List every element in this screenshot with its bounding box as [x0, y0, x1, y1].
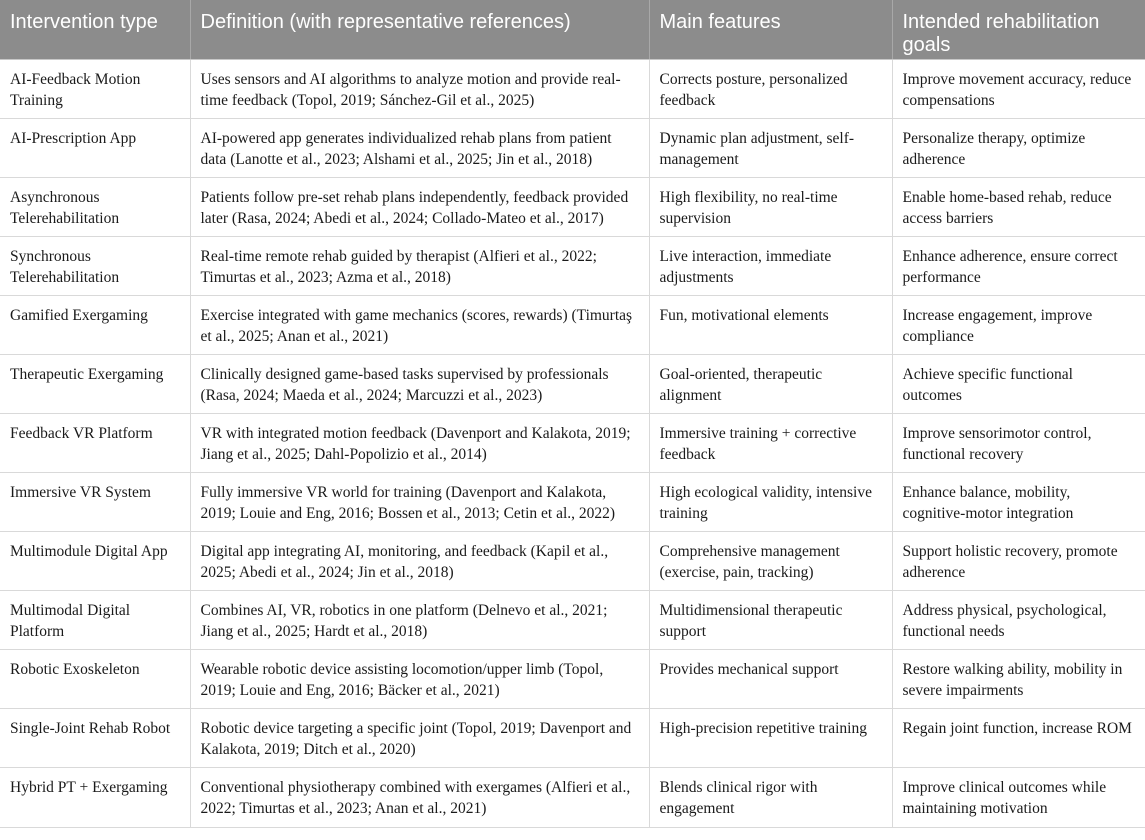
table-row — [0, 472, 1145, 531]
cell-rehab-goals: Improve movement accuracy, reduce compensations — [892, 59, 1145, 118]
table-row — [0, 708, 1145, 767]
cell-rehab-goals: Personalize therapy, optimize adherence — [892, 118, 1145, 177]
cell-intervention-type: Single-Joint Rehab Robot — [0, 708, 190, 767]
header-row — [0, 0, 1145, 59]
cell-rehab-goals: Achieve specific functional outcomes — [892, 354, 1145, 413]
cell-main-features: Immersive training + corrective feedback — [649, 413, 892, 472]
cell-main-features: Dynamic plan adjustment, self-management — [649, 118, 892, 177]
cell-definition: VR with integrated motion feedback (Davenport and Kalakota, 2019; Jiang et al., 2025; Dahl-Popolizio et al., 2014) — [190, 413, 649, 472]
table-row — [0, 295, 1145, 354]
cell-intervention-type: Feedback VR Platform — [0, 413, 190, 472]
cell-intervention-type: AI-Feedback Motion Training — [0, 59, 190, 118]
cell-main-features: Comprehensive management (exercise, pain, tracking) — [649, 531, 892, 590]
header-main-features: Main features — [649, 0, 892, 59]
cell-definition: Digital app integrating AI, monitoring, and feedback (Kapil et al., 2025; Abedi et al., 2024; Jin et al., 2018) — [190, 531, 649, 590]
header-rehab-goals: Intended rehabilitation goals — [892, 0, 1145, 59]
table-row — [0, 177, 1145, 236]
table-row — [0, 413, 1145, 472]
cell-definition: Combines AI, VR, robotics in one platform (Delnevo et al., 2021; Jiang et al., 2025; Hardt et al., 2018) — [190, 590, 649, 649]
cell-rehab-goals: Restore walking ability, mobility in severe impairments — [892, 649, 1145, 708]
cell-definition: Robotic device targeting a specific joint (Topol, 2019; Davenport and Kalakota, 2019; Ditch et al., 2020) — [190, 708, 649, 767]
cell-main-features: Provides mechanical support — [649, 649, 892, 708]
cell-intervention-type: Robotic Exoskeleton — [0, 649, 190, 708]
cell-rehab-goals: Enable home-based rehab, reduce access barriers — [892, 177, 1145, 236]
cell-main-features: High flexibility, no real-time supervision — [649, 177, 892, 236]
cell-intervention-type: AI-Prescription App — [0, 118, 190, 177]
cell-rehab-goals: Improve sensorimotor control, functional recovery — [892, 413, 1145, 472]
cell-main-features: Goal-oriented, therapeutic alignment — [649, 354, 892, 413]
table-row — [0, 767, 1145, 827]
cell-intervention-type: Synchronous Telerehabilitation — [0, 236, 190, 295]
cell-definition: AI-powered app generates individualized rehab plans from patient data (Lanotte et al., 2023; Alshami et al., 2025; Jin et al., 2018) — [190, 118, 649, 177]
cell-main-features: Fun, motivational elements — [649, 295, 892, 354]
cell-intervention-type: Therapeutic Exergaming — [0, 354, 190, 413]
cell-rehab-goals: Regain joint function, increase ROM — [892, 708, 1145, 767]
table-row — [0, 236, 1145, 295]
cell-intervention-type: Immersive VR System — [0, 472, 190, 531]
cell-rehab-goals: Enhance adherence, ensure correct performance — [892, 236, 1145, 295]
cell-definition: Patients follow pre-set rehab plans independently, feedback provided later (Rasa, 2024; Abedi et al., 2024; Collado-Mateo et al., 2017) — [190, 177, 649, 236]
table-header — [0, 0, 1145, 59]
header-intervention-type: Intervention type — [0, 0, 190, 59]
cell-main-features: Blends clinical rigor with engagement — [649, 767, 892, 827]
cell-definition: Conventional physiotherapy combined with exergames (Alfieri et al., 2022; Timurtas et al., 2023; Anan et al., 2021) — [190, 767, 649, 827]
cell-rehab-goals: Support holistic recovery, promote adherence — [892, 531, 1145, 590]
table-row — [0, 649, 1145, 708]
cell-intervention-type: Asynchronous Telerehabilitation — [0, 177, 190, 236]
cell-rehab-goals: Improve clinical outcomes while maintaining motivation — [892, 767, 1145, 827]
cell-rehab-goals: Address physical, psychological, functional needs — [892, 590, 1145, 649]
cell-definition: Fully immersive VR world for training (Davenport and Kalakota, 2019; Louie and Eng, 2016; Bossen et al., 2013; Cetin et al., 2022) — [190, 472, 649, 531]
cell-main-features: Corrects posture, personalized feedback — [649, 59, 892, 118]
cell-main-features: Multidimensional therapeutic support — [649, 590, 892, 649]
table-row — [0, 59, 1145, 118]
table-body — [0, 59, 1145, 827]
cell-intervention-type: Multimodal Digital Platform — [0, 590, 190, 649]
cell-main-features: High ecological validity, intensive training — [649, 472, 892, 531]
cell-definition: Exercise integrated with game mechanics (scores, rewards) (Timurtaş et al., 2025; Anan et al., 2021) — [190, 295, 649, 354]
cell-main-features: Live interaction, immediate adjustments — [649, 236, 892, 295]
cell-rehab-goals: Increase engagement, improve compliance — [892, 295, 1145, 354]
cell-intervention-type: Hybrid PT + Exergaming — [0, 767, 190, 827]
table-row — [0, 354, 1145, 413]
cell-definition: Wearable robotic device assisting locomotion/upper limb (Topol, 2019; Louie and Eng, 2016; Bäcker et al., 2021) — [190, 649, 649, 708]
table-row — [0, 590, 1145, 649]
cell-definition: Clinically designed game-based tasks supervised by professionals (Rasa, 2024; Maeda et al., 2024; Marcuzzi et al., 2023) — [190, 354, 649, 413]
cell-definition: Uses sensors and AI algorithms to analyze motion and provide real-time feedback (Topol, 2019; Sánchez-Gil et al., 2025) — [190, 59, 649, 118]
cell-main-features: High-precision repetitive training — [649, 708, 892, 767]
cell-intervention-type: Multimodule Digital App — [0, 531, 190, 590]
table-row — [0, 531, 1145, 590]
cell-intervention-type: Gamified Exergaming — [0, 295, 190, 354]
cell-rehab-goals: Enhance balance, mobility, cognitive-motor integration — [892, 472, 1145, 531]
table-row — [0, 118, 1145, 177]
cell-definition: Real-time remote rehab guided by therapist (Alfieri et al., 2022; Timurtas et al., 2023; Azma et al., 2018) — [190, 236, 649, 295]
header-definition: Definition (with representative references) — [190, 0, 649, 59]
